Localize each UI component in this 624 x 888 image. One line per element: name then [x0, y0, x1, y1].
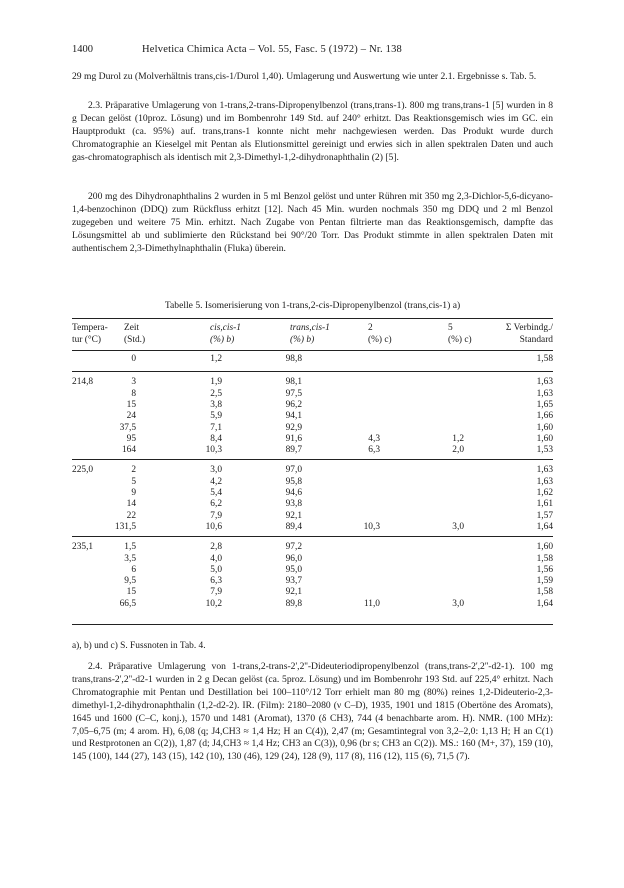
table-cell-zeit: 1,5 [124, 542, 136, 553]
table-cell-zeit: 2 [131, 465, 136, 476]
table-cell-sum: 1,60 [536, 422, 553, 433]
table-cell-ciscis: 7,9 [210, 587, 222, 598]
table-cell-transcis: 92,1 [285, 510, 302, 521]
table-cell-sum: 1,63 [536, 476, 553, 487]
col-header-sum-standard: Σ Verbindg./ Standard [505, 323, 553, 345]
table-cell-sum: 1,62 [536, 488, 553, 498]
table-cell-transcis: 92,1 [285, 587, 302, 598]
table-cell-sum: 1,57 [536, 510, 553, 521]
table-cell-transcis: 89,8 [285, 598, 302, 609]
col-header-trans-cis: trans,cis-1 (%) b) [290, 323, 330, 345]
table-cell-sum: 1,63 [536, 377, 553, 388]
table-footnote: a), b) und c) S. Fussnoten in Tab. 4. [72, 641, 206, 651]
table-cell-zeit: 5 [131, 476, 136, 487]
table-cell-sum: 1,53 [536, 445, 553, 456]
table-cell-sum: 1,60 [536, 542, 553, 553]
table-cell-ciscis: 10,6 [205, 521, 222, 532]
table-group-rule [72, 536, 553, 537]
paragraph-section-2-4: 2.4. Präparative Umlagerung von 1-trans,2-trans-2',2''-Dideuteriodipropenylbenzol (trans,trans-2',2''-d2-1). 100 mg trans,trans-2',2''-d2-1 wurden in 2 g Decan gelöst (ca. 5proz. Lösung) und im Bombenrohr 193 Std. auf 225,4° erhitzt. Nach Chromatographie mit Pentan und Destillation bei 100–110°/12 Torr erhielt man 80 mg (80%) reines 1,2-Dideuterio-2,3-dimethyl-1,2-dihydronaphthalin (1,2-d2-2). IR. (Film): 2180–2080 (ν C–D), 1935, 1901 und 1815 (Obertöne des Aromats), 1645 und 1600 (C–C, konj.), 1570 und 1481 (Aromat), 1370 (δ CH3), 744 (4 benachbarte arom. H). NMR. (100 MHz): 7,05–6,75 (m; 4 arom. H), 6,08 (q; J4,CH3 ≈ 1,4 Hz; H an C(4)), 2,47 (m; Gesamtintegral von 3,2–2,0: 1,13 H; H an C(1) und Restprotonen an C(2)), 1,87 (d; J4,CH3 ≈ 1,4 Hz; CH3 an C(3)), 0,96 (br s; CH3 an C(2)). MS.: 160 (M+, 37), 159 (10), 145 (100), 144 (27), 143 (15), 142 (10), 130 (46), 129 (24), 128 (9), 117 (8), 116 (12), 115 (6), 71,5 (7). [72, 661, 553, 763]
table-cell-ciscis: 7,9 [210, 510, 222, 521]
table-cell-sum: 1,63 [536, 388, 553, 399]
table-cell-ciscis: 6,2 [210, 499, 222, 510]
table-cell-transcis: 95,8 [285, 476, 302, 487]
table-cell-transcis: 97,0 [285, 465, 302, 476]
table-cell-zeit: 14 [126, 499, 136, 510]
paragraph-section-2-3: 2.3. Präparative Umlagerung von 1-trans,2-trans-Dipropenylbenzol (trans,trans-1). 800 mg trans,trans-1 [5] wurden in 8 g Decan gelöst (10proz. Lösung) und im Bombenrohr 149 Std. auf 240° erhitzt. Das Reaktionsgemisch wies im GC. ein Hauptprodukt (ca. 95%) auf. trans,trans-1 konnte nicht mehr nachgewiesen werden. Das Produkt wurde durch Chromatographie an Kieselgel mit Pentan als Elutionsmittel gereinigt und erwies sich in allen spektralen Daten und auch gas-chromatographisch als identisch mit 2,3-Dimethyl-1,2-dihydronaphthalin (2) [5]. [72, 100, 553, 163]
table-group-rule [72, 371, 553, 372]
page-number: 1400 [72, 44, 93, 55]
table-cell-ciscis: 2,8 [210, 542, 222, 553]
table-cell-transcis: 98,8 [285, 354, 302, 364]
table-cell-sum: 1,64 [536, 598, 553, 609]
paragraph-durol: 29 mg Durol zu (Molverhältnis trans,cis-1/Durol 1,40). Umlagerung und Auswertung wie unter 2.1. Ergebnisse s. Tab. 5. [72, 71, 537, 82]
table-cell-c5: 3,0 [452, 598, 464, 609]
table-cell-ciscis: 4,0 [210, 553, 222, 564]
table-cell-ciscis: 5,9 [210, 411, 222, 422]
table-cell-ciscis: 5,4 [210, 488, 222, 498]
table-cell-c5: 2,0 [452, 445, 464, 456]
table-cell-sum: 1,58 [536, 553, 553, 564]
table-cell-temp: 235,1 [72, 542, 94, 553]
table-cell-c5: 3,0 [452, 521, 464, 532]
table-cell-transcis: 94,6 [285, 488, 302, 498]
table-cell-transcis: 92,9 [285, 422, 302, 433]
table-cell-ciscis: 3,8 [210, 399, 222, 410]
table-cell-temp: 214,8 [72, 377, 94, 388]
col-header-cis-cis: cis,cis-1 (%) b) [210, 323, 241, 345]
table-cell-zeit: 3 [131, 377, 136, 388]
table-cell-transcis: 96,2 [285, 399, 302, 410]
table-cell-sum: 1,58 [536, 354, 553, 364]
table-cell-ciscis: 10,3 [205, 445, 222, 456]
table-cell-zeit: 22 [126, 510, 136, 521]
table-cell-ciscis: 2,5 [210, 388, 222, 399]
table-cell-zeit: 66,5 [119, 598, 136, 609]
table-cell-sum: 1,58 [536, 587, 553, 598]
journal-title: Helvetica Chimica Acta – Vol. 55, Fasc. 5 (1972) – Nr. 138 [142, 44, 402, 55]
table-cell-zeit: 0 [131, 354, 136, 364]
table-top-rule [72, 318, 553, 319]
table-cell-transcis: 93,8 [285, 499, 302, 510]
table-cell-c2: 6,3 [368, 445, 380, 456]
table-cell-sum: 1,64 [536, 521, 553, 532]
table-cell-ciscis: 1,2 [210, 354, 222, 364]
table-cell-zeit: 8 [131, 388, 136, 399]
table-cell-zeit: 15 [126, 399, 136, 410]
table-cell-transcis: 98,1 [285, 377, 302, 388]
table-cell-zeit: 9,5 [124, 576, 136, 587]
table-cell-c2: 11,0 [363, 598, 380, 609]
col-header-time: Zeit (Std.) [124, 323, 146, 345]
table-cell-sum: 1,61 [536, 499, 553, 510]
table-cell-zeit: 3,5 [124, 553, 136, 564]
table-cell-transcis: 89,7 [285, 445, 302, 456]
table-cell-transcis: 97,2 [285, 542, 302, 553]
table-cell-zeit: 164 [121, 445, 136, 456]
table-cell-sum: 1,59 [536, 576, 553, 587]
table-cell-zeit: 131,5 [114, 521, 136, 532]
table-cell-transcis: 96,0 [285, 553, 302, 564]
table-cell-ciscis: 8,4 [210, 433, 222, 444]
table-header-rule [72, 350, 553, 351]
table-cell-ciscis: 6,3 [210, 576, 222, 587]
table-group-rule [72, 459, 553, 460]
table-cell-sum: 1,56 [536, 564, 553, 575]
table-cell-transcis: 97,5 [285, 388, 302, 399]
table-cell-ciscis: 10,2 [205, 598, 222, 609]
table-cell-c5: 1,2 [452, 433, 464, 444]
table-cell-zeit: 15 [126, 587, 136, 598]
table-bottom-rule [72, 624, 553, 625]
table-cell-sum: 1,65 [536, 399, 553, 410]
table-cell-sum: 1,60 [536, 433, 553, 444]
table-cell-zeit: 37,5 [119, 422, 136, 433]
table-cell-zeit: 9 [131, 488, 136, 498]
table-cell-ciscis: 4,2 [210, 476, 222, 487]
table-cell-ciscis: 3,0 [210, 465, 222, 476]
table-cell-zeit: 95 [126, 433, 136, 444]
table-cell-transcis: 95,0 [285, 564, 302, 575]
table-cell-zeit: 24 [126, 411, 136, 422]
col-header-compound-2: 2 (%) c) [368, 323, 392, 345]
paragraph-ddq-oxidation: 200 mg des Dihydronaphthalins 2 wurden in 5 ml Benzol gelöst und unter Rühren mit 350 mg 2,3-Dichlor-5,6-dicyano-1,4-benzochinon (DDQ) zum Rückfluss erhitzt [12]. Nach 45 Min. wurden nochmals 350 mg DDQ und 2 ml Benzol zugegeben und weitere 75 Min. erhitzt. Nach Zugabe von Pentan filtrierte man das Reaktionsgemisch, dampfte das Lösungsmittel ab und sublimierte den Rückstand bei 90°/20 Torr. Das Produkt stimmte in allen spektralen Daten mit authentischem 2,3-Dimethylnaphthalin (Fluka) überein. [72, 191, 553, 254]
col-header-compound-5: 5 (%) c) [448, 323, 472, 345]
table-cell-ciscis: 7,1 [210, 422, 222, 433]
table-cell-c2: 10,3 [363, 521, 380, 532]
table-cell-transcis: 91,6 [285, 433, 302, 444]
table-cell-temp: 225,0 [72, 465, 94, 476]
table-caption: Tabelle 5. Isomerisierung von 1-trans,2-cis-Dipropenylbenzol (trans,cis-1) a) [164, 300, 461, 311]
table-cell-transcis: 93,7 [285, 576, 302, 587]
table-cell-ciscis: 5,0 [210, 564, 222, 575]
table-cell-ciscis: 1,9 [210, 377, 222, 388]
table-cell-sum: 1,63 [536, 465, 553, 476]
col-header-temperature: Tempera- tur (°C) [72, 323, 108, 345]
table-cell-transcis: 89,4 [285, 521, 302, 532]
table-cell-zeit: 6 [131, 564, 136, 575]
table-cell-transcis: 94,1 [285, 411, 302, 422]
table-cell-c2: 4,3 [368, 433, 380, 444]
table-cell-sum: 1,66 [536, 411, 553, 422]
